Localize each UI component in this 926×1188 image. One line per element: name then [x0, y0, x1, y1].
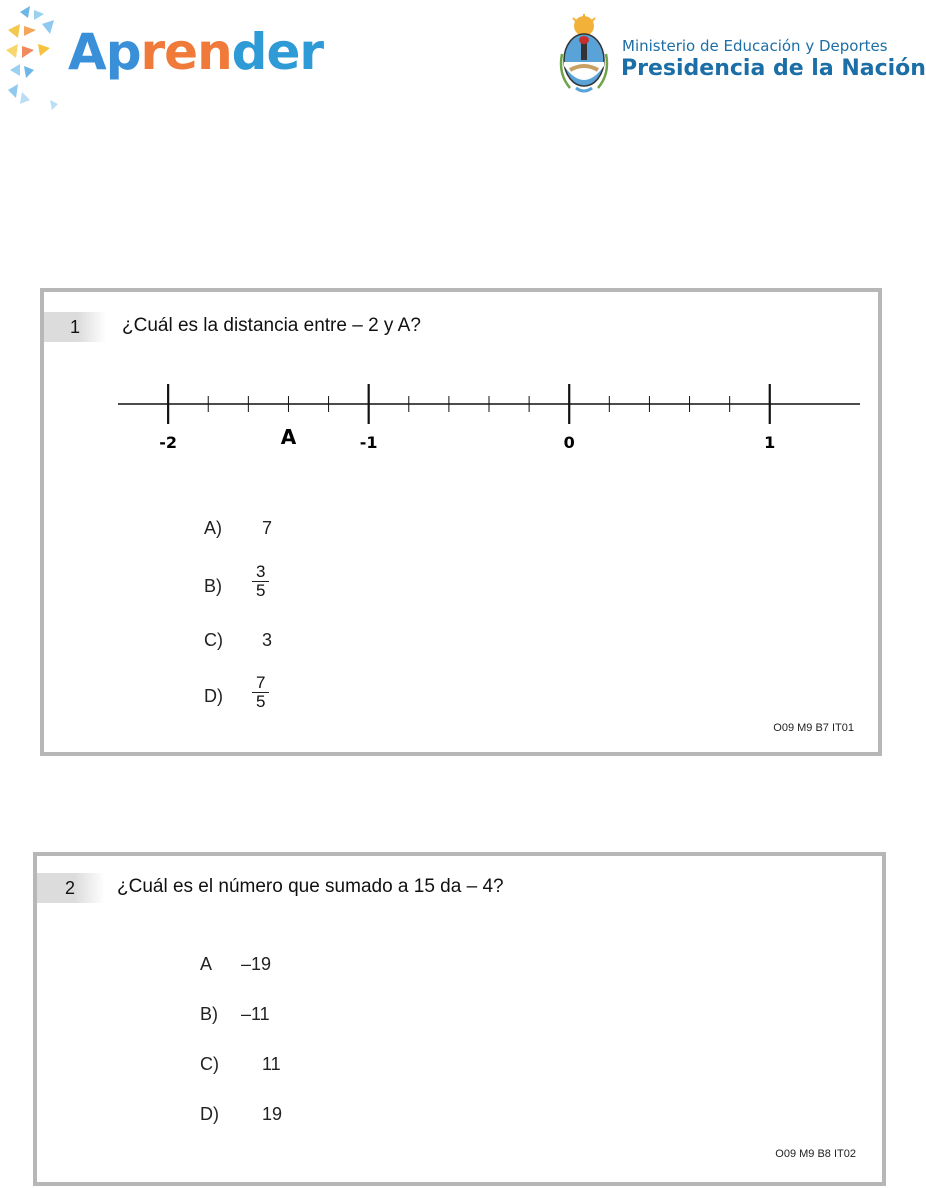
option-c-value: 3 [262, 630, 273, 650]
option-c-letter: C) [204, 630, 223, 650]
option-d-denominator: 5 [256, 692, 266, 711]
option-d-value: 19 [262, 1104, 283, 1124]
option-a-letter: A [200, 954, 213, 974]
number-line-tick-label: -2 [159, 433, 178, 452]
number-line-tick-label: 0 [563, 433, 575, 452]
number-line-tick-label: -1 [359, 433, 378, 452]
option-c-value: 11 [262, 1054, 281, 1074]
number-line-tick-label: 1 [764, 433, 776, 452]
option-b-denominator: 5 [256, 581, 266, 600]
option-b-value: –11 [241, 1004, 270, 1024]
question-2-box [33, 852, 886, 1186]
question-number-tab: 2 [37, 873, 105, 903]
question-text: ¿Cuál es el número que sumado a 15 da – 4? [117, 876, 504, 897]
option-a-value: –19 [241, 954, 272, 974]
item-code: O09 M9 B7 IT01 [773, 722, 854, 734]
question-text: ¿Cuál es la distancia entre – 2 y A? [122, 315, 421, 336]
aprender-wordmark: Aprender [68, 23, 324, 81]
option-d-letter: D) [200, 1104, 219, 1124]
option-d-numerator: 7 [252, 674, 269, 693]
question-1-box [40, 288, 882, 756]
coat-of-arms-emblem [556, 14, 612, 96]
option-b-letter: B) [200, 1004, 218, 1024]
option-b-numerator: 3 [252, 563, 269, 582]
question-number-tab: 1 [44, 312, 106, 342]
option-d-letter: D) [204, 686, 223, 706]
option-a-letter: A) [204, 518, 222, 538]
option-b-fraction [252, 563, 269, 600]
option-c-letter: C) [200, 1054, 219, 1074]
number-line [114, 376, 864, 456]
butterflies-icon [6, 6, 58, 110]
item-code: O09 M9 B8 IT02 [775, 1148, 856, 1160]
ministry-name: Ministerio de Educación y Deportes [622, 37, 888, 55]
number-line-point-label: A [280, 425, 297, 449]
option-b-letter: B) [204, 576, 222, 596]
option-d-fraction [252, 674, 269, 711]
option-a-value: 7 [262, 518, 273, 538]
presidency-name: Presidencia de la Nación [621, 56, 926, 81]
